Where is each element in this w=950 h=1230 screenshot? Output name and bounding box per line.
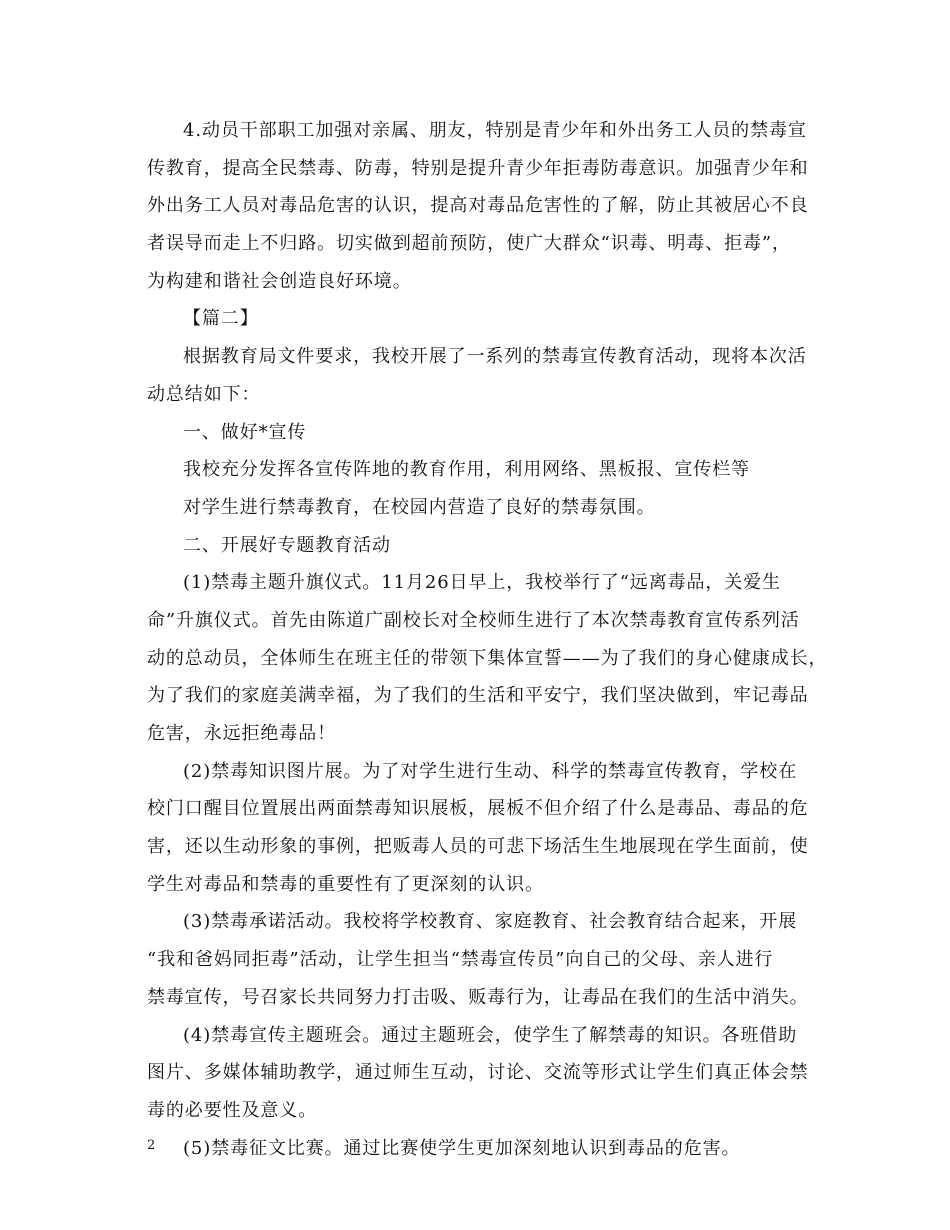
text-line: (2)禁毒知识图片展。为了对学生进行生动、科学的禁毒宣传教育，学校在	[183, 760, 798, 782]
text-line: (4)禁毒宣传主题班会。通过主题班会，使学生了解禁毒的知识。各班借助	[183, 1024, 798, 1046]
text-line: (1)禁毒主题升旗仪式。11月26日早上，我校举行了“远离毒品，关爱生	[183, 572, 782, 594]
text-line: 我校充分发挥各宣传阵地的教育作用，利用网络、黑板报、宣传栏等	[183, 459, 750, 481]
text-line: 传教育，提高全民禁毒、防毒，特别是提升青少年拒毒防毒意识。加强青少年和	[147, 157, 809, 179]
text-line: 根据教育局文件要求，我校开展了一系列的禁毒宣传教育活动，现将本次活	[183, 346, 807, 368]
text-line: 二、开展好专题教育活动	[183, 534, 391, 556]
text-line: 【篇二】	[183, 308, 259, 330]
text-line: 禁毒宣传，号召家长共同努力打击吸、贩毒行为，让毒品在我们的生活中消失。	[147, 986, 809, 1008]
text-line: 命”升旗仪式。首先由陈道广副校长对全校师生进行了本次禁毒教育宣传系列活	[147, 609, 800, 631]
text-line: (5)禁毒征文比赛。通过比赛使学生更加深刻地认识到毒品的危害。	[183, 1137, 741, 1159]
text-line: 为构建和谐社会创造良好环境。	[147, 270, 412, 292]
document-body	[147, 112, 828, 1167]
text-line: 动的总动员，全体师生在班主任的带领下集体宣誓——为了我们的身心健康成长，	[147, 647, 828, 669]
text-line: 对学生进行禁毒教育，在校园内营造了良好的禁毒氛围。	[183, 496, 656, 518]
text-line: 一、做好*宣传	[183, 421, 307, 443]
text-line: (3)禁毒承诺活动。我校将学校教育、家庭教育、社会教育结合起来，开展	[183, 911, 798, 933]
text-line: 校门口醒目位置展出两面禁毒知识展板，展板不但介绍了什么是毒品、毒品的危	[147, 798, 809, 820]
text-line: 学生对毒品和禁毒的重要性有了更深刻的认识。	[147, 873, 544, 895]
text-line: 外出务工人员对毒品危害的认识，提高对毒品危害性的了解，防止其被居心不良	[147, 195, 809, 217]
text-line: 毒的必要性及意义。	[147, 1099, 318, 1121]
text-line: 4.动员干部职工加强对亲属、朋友，特别是青少年和外出务工人员的禁毒宣	[183, 120, 807, 141]
text-line: 为了我们的家庭美满幸福，为了我们的生活和平安宁，我们坚决做到，牢记毒品	[147, 685, 809, 707]
text-line: 图片、多媒体辅助教学，通过师生互动，讨论、交流等形式让学生们真正体会禁	[147, 1062, 809, 1084]
text-line: “我和爸妈同拒毒”活动，让学生担当“禁毒宣传员”向自己的父母、亲人进行	[147, 949, 774, 971]
page-number: 2	[147, 1138, 156, 1153]
text-line: 者误导而走上不归路。切实做到超前预防，使广大群众“识毒、明毒、拒毒”，	[147, 233, 791, 255]
text-line: 害，还以生动形象的事例，把贩毒人员的可悲下场活生生地展现在学生面前，使	[147, 836, 809, 858]
text-line: 危害，永远拒绝毒品！	[147, 723, 336, 744]
text-line: 动总结如下：	[147, 383, 261, 405]
